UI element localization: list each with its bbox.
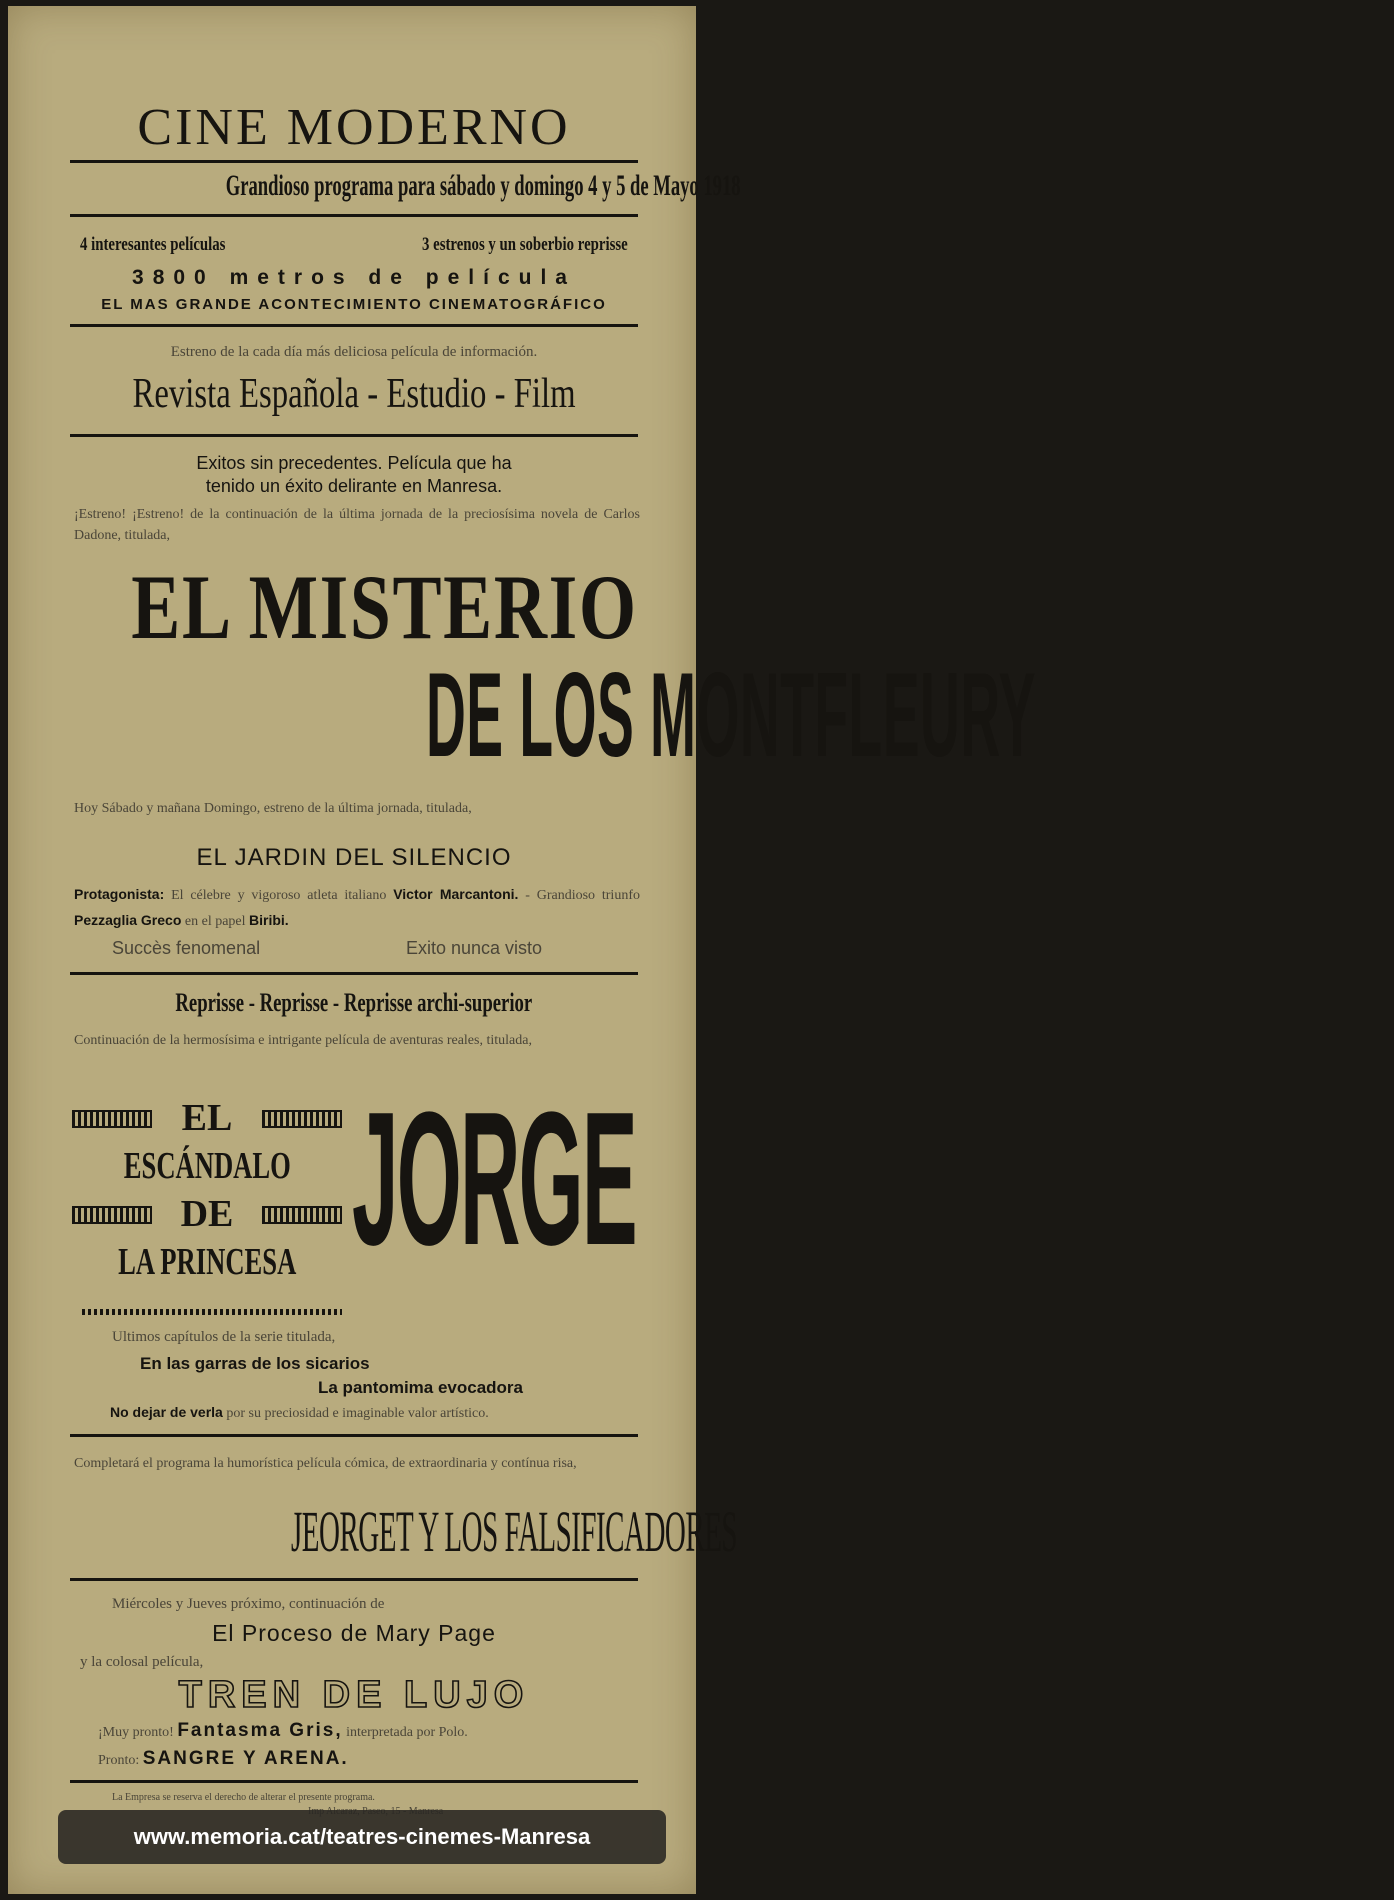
program-subtitle xyxy=(68,169,741,203)
exitos xyxy=(68,452,640,498)
divider xyxy=(70,434,638,437)
divider xyxy=(70,160,638,163)
acontecimiento: EL MAS GRANDE ACONTECIMIENTO CINEMATOGRÁFICO xyxy=(101,296,607,313)
protagonista xyxy=(74,882,640,934)
info-estrenos-text: 3 estrenos y un soberbio reprisse xyxy=(422,234,628,255)
misterio-title-1 xyxy=(68,554,640,660)
jorge-title-text: JORGE xyxy=(352,1073,636,1285)
pantomima-evocadora: La pantomima evocadora xyxy=(318,1378,524,1397)
ultimos-capitulos: Ultimos capítulos de la serie titulada, xyxy=(112,1329,336,1345)
interpretada: interpretada por Polo. xyxy=(342,1725,468,1740)
escandalo-block xyxy=(72,1096,342,1288)
completara: Completará el programa la humorística película cómica, de extraordinaria y contínua risa, xyxy=(74,1456,577,1471)
program-subtitle-text: Grandioso programa para sábado y domingo 4 y 5 de Mayo 1918 xyxy=(225,169,741,202)
divider xyxy=(70,972,638,975)
colosal-pelicula: y la colosal película, xyxy=(80,1654,204,1670)
reprisse-title-text: Reprisse - Reprisse - Reprisse archi-superior xyxy=(175,988,533,1017)
metros-pelicula: 3800 metros de película xyxy=(132,266,576,289)
miercoles-jueves: Miércoles y Jueves próximo, continuación de xyxy=(112,1596,385,1612)
info-films xyxy=(80,234,266,256)
misterio-title-2 xyxy=(68,646,1036,784)
sangre-y-arena: SANGRE Y ARENA. xyxy=(142,1748,349,1769)
pronto xyxy=(98,1748,349,1770)
escandalo-row-2 xyxy=(72,1144,342,1192)
info-films-text: 4 interesantes películas xyxy=(80,234,226,255)
ornament xyxy=(262,1110,342,1128)
protagonista-text-1: El célebre y vigoroso atleta italiano xyxy=(164,888,394,903)
ornament xyxy=(72,1110,152,1128)
succes-fenomenal: Succès fenomenal xyxy=(112,938,261,958)
estreno-line: Estreno de la cada día más deliciosa película de información. xyxy=(170,344,538,360)
escandalo-word-3: DE xyxy=(180,1193,234,1235)
proceso-mary-page: El Proceso de Mary Page xyxy=(212,1620,496,1646)
no-dejar-bold: No dejar de verla xyxy=(110,1404,223,1420)
ornament xyxy=(262,1206,342,1224)
revista-title-text: Revista Española - Estudio - Film xyxy=(132,371,576,417)
divider xyxy=(70,1578,638,1581)
cinema-title: CINE MODERNO xyxy=(137,99,571,156)
muy-pronto-label: ¡Muy pronto! xyxy=(98,1725,174,1740)
continuacion: Continuación de la hermosísima e intrigante película de aventuras reales, titulada, xyxy=(74,1033,532,1048)
protagonista-text-3: en el papel xyxy=(181,914,250,929)
exitos-line-2: tenido un éxito delirante en Manresa. xyxy=(205,476,503,496)
jardin-title: EL JARDIN DEL SILENCIO xyxy=(196,844,512,871)
poster xyxy=(8,6,1036,1894)
tren-de-lujo: TREN DE LUJO xyxy=(178,1674,530,1716)
protagonista-text-2: - Grandioso triunfo xyxy=(518,888,640,903)
jorge-title xyxy=(352,1070,997,1288)
protagonista-label: Protagonista: xyxy=(74,886,165,902)
divider xyxy=(70,214,638,217)
pronto-label: Pronto: xyxy=(98,1753,140,1768)
revista-title xyxy=(68,370,640,418)
info-estrenos xyxy=(364,234,628,256)
escandalo-row-3 xyxy=(72,1192,342,1240)
hoy-sabado: Hoy Sábado y mañana Domingo, estreno de la última jornada, titulada, xyxy=(74,801,472,816)
protagonista-role: Biribi. xyxy=(249,912,289,928)
escandalo-word-2: ESCÁNDALO xyxy=(123,1145,291,1187)
muy-pronto xyxy=(98,1720,468,1742)
escandalo-word-1: EL xyxy=(181,1097,233,1139)
escandalo-word-4: LA PRINCESA xyxy=(117,1241,297,1283)
reprisse-title xyxy=(68,988,640,1018)
garras-sicarios: En las garras de los sicarios xyxy=(140,1354,370,1373)
divider xyxy=(70,324,638,327)
estreno-continuacion: ¡Estreno! ¡Estreno! de la continuación de la última jornada de la preciosísima novela de Carlos Dadone, titulada, xyxy=(74,507,640,543)
protagonista-actor: Pezzaglia Greco xyxy=(74,912,182,928)
exito-nunca-visto: Exito nunca visto xyxy=(406,938,543,958)
escandalo-row-1 xyxy=(72,1096,342,1144)
protagonista-name: Victor Marcantoni. xyxy=(393,886,519,902)
fantasma-gris: Fantasma Gris, xyxy=(177,1720,343,1741)
empresa-notice: La Empresa se reserva el derecho de alterar el presente programa. xyxy=(112,1792,375,1803)
divider xyxy=(70,1434,638,1437)
divider xyxy=(70,1780,638,1783)
watermark-link[interactable]: www.memoria.cat/teatres-cinemes-Manresa xyxy=(58,1810,666,1864)
exitos-line-1: Exitos sin precedentes. Película que ha xyxy=(196,453,512,473)
jeorget-title-text: JEORGET Y LOS FALSIFICADORES xyxy=(291,1499,738,1564)
escandalo-row-4 xyxy=(72,1240,342,1288)
ornament xyxy=(72,1206,152,1224)
jeorget-title xyxy=(68,1498,738,1565)
misterio-title-2-text: DE LOS MONTFLEURY xyxy=(425,648,1036,782)
misterio-title-1-text: EL MISTERIO xyxy=(131,556,638,658)
ornament xyxy=(82,1309,342,1315)
no-dejar-rest: por su preciosidad e imaginable valor artístico. xyxy=(222,1406,489,1421)
no-dejar-de-verla xyxy=(110,1404,489,1422)
